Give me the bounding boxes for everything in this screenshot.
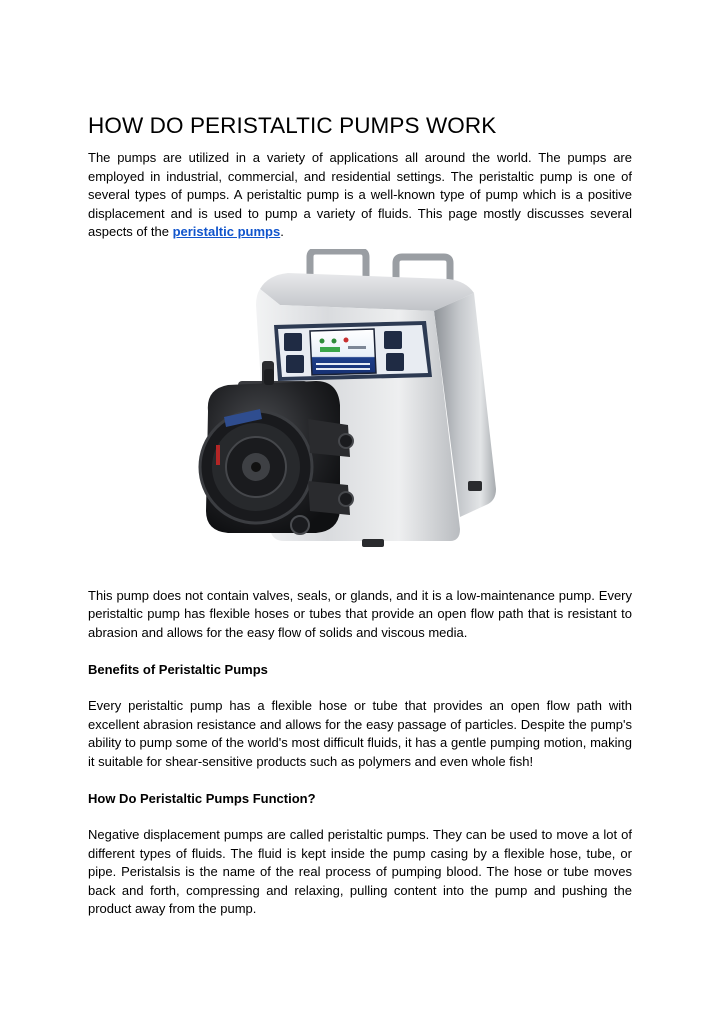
heading-benefits: Benefits of Peristaltic Pumps: [88, 662, 268, 677]
intro-end: .: [280, 224, 284, 239]
pump-image: [88, 249, 632, 579]
paragraph-benefits: Every peristaltic pump has a flexible hose or tube that provides an open flow path with excellent abrasion resistance and allows for the easy passage of particles. Despite the pump's ability to pump some of the world's most difficult fluids, it has a gentle pumping motion, making it suitable for shear-sensitive products such as polymers and even whole fish!: [88, 698, 632, 769]
paragraph-maintenance: This pump does not contain valves, seals, or glands, and it is a low-maintenance pump. Every peristaltic pump has flexible hoses or tubes that provide an open flow path that is resistant to abrasion and allows for the easy flow of solids and viscous media.: [88, 587, 632, 640]
heading-function: How Do Peristaltic Pumps Function?: [88, 791, 316, 806]
intro-paragraph: [88, 149, 632, 242]
paragraph-function: Negative displacement pumps are called peristaltic pumps. They can be used to move a lot of different types of fluids. The fluid is kept inside the pump casing by a flexible hose, tube, or pipe. Peristalsis is the name of the real process of pumping blood. The hose or tube moves back and forth, compressing and relaxing, pulling content into the pump and pushing the product away from the pump.: [88, 827, 632, 916]
page-title: HOW DO PERISTALTIC PUMPS WORK: [88, 113, 497, 138]
peristaltic-pump-photo-icon: [198, 249, 528, 579]
document-content: [88, 112, 632, 919]
peristaltic-pumps-link[interactable]: peristaltic pumps: [172, 224, 281, 239]
intro-text: The pumps are utilized in a variety of applications all around the world. The pumps are employed in industrial, commercial, and residential settings. The peristaltic pump is one of several types of pumps. A peristaltic pump is a well-known type of pump which is a positive displacement and is used to pump a variety of fluids. This page mostly discusses several aspects of the: [88, 150, 632, 239]
